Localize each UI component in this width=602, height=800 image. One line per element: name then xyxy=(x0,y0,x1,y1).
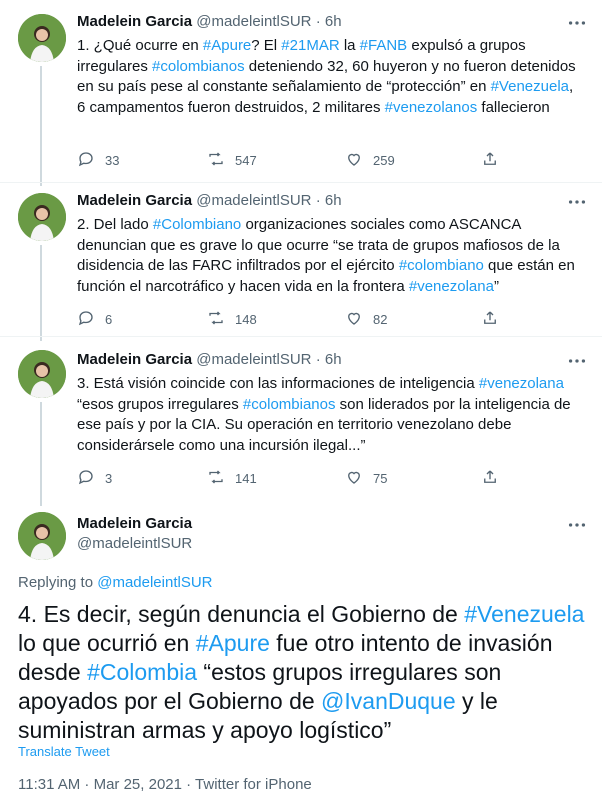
hashtag-link[interactable]: #colombianos xyxy=(152,57,245,75)
main-tweet-text xyxy=(18,600,588,745)
like-button[interactable] xyxy=(345,309,387,330)
tweet-time[interactable]: 6h xyxy=(324,351,342,368)
avatar[interactable] xyxy=(18,512,66,560)
avatar[interactable] xyxy=(18,193,66,241)
like-icon xyxy=(345,309,373,330)
author-handle[interactable]: @madeleintlSUR xyxy=(77,535,193,552)
author-handle[interactable]: @madeleintlSUR xyxy=(196,13,312,30)
hashtag-link[interactable]: #venezolana xyxy=(478,375,564,392)
author-handle[interactable]: @madeleintlSUR xyxy=(196,351,312,368)
text-segment: 2. Del lado xyxy=(77,216,153,233)
share-button[interactable] xyxy=(481,309,509,330)
tweet-time[interactable]: 6h xyxy=(324,192,342,209)
tweet-text xyxy=(77,36,583,118)
replying-to-handle[interactable]: @madeleintlSUR xyxy=(97,574,213,591)
reply-button[interactable] xyxy=(77,150,119,171)
replying-to: Replying to @madeleintlSUR xyxy=(18,574,213,591)
text-segment: 1. ¿Qué ocurre en xyxy=(77,37,203,54)
reply-count: 6 xyxy=(105,312,113,327)
retweet-button[interactable] xyxy=(207,468,257,489)
text-segment: fue otro intento de invasión desde xyxy=(18,630,553,685)
retweet-count: 141 xyxy=(235,471,257,486)
hashtag-link[interactable]: @IvanDuque xyxy=(321,688,456,714)
share-icon xyxy=(481,150,509,171)
reply-button[interactable] xyxy=(77,468,112,489)
more-icon[interactable] xyxy=(566,191,588,213)
retweet-icon xyxy=(207,150,235,171)
author-name[interactable]: Madelein Garcia xyxy=(77,192,193,209)
reply-icon xyxy=(77,309,105,330)
text-segment: “esos grupos irregulares xyxy=(77,395,243,413)
text-segment: y le suministran armas y apoyo logístico” xyxy=(18,688,498,743)
text-segment: la xyxy=(339,37,360,54)
retweet-button[interactable] xyxy=(207,150,257,171)
text-segment: , 6 campamentos fueron destruidos, 2 militares xyxy=(77,78,574,116)
author-name[interactable]: Madelein Garcia xyxy=(77,13,193,30)
text-segment: “estos grupos irregulares son apoyados por el Gobierno de xyxy=(18,659,502,714)
retweet-icon xyxy=(207,468,235,489)
more-icon[interactable] xyxy=(566,514,588,536)
thread-tweet-2[interactable]: Madelein Garcia @madeleintlSUR · 6h 2. Del lado #Colombiano organizaciones sociales como ASCANCA denuncian que es grave lo que ocurre “se trata de grupos mafiosos de la disidencia de las FARC infiltrados por el ejército #colombiano que están en función el narcotráfico y hacen vida en la frontera #venezolana” 6 148 82 xyxy=(0,181,602,336)
share-icon xyxy=(481,309,509,330)
reply-count: 3 xyxy=(105,471,113,486)
tweet-text xyxy=(77,215,583,297)
reply-button[interactable] xyxy=(77,309,112,330)
avatar[interactable] xyxy=(18,14,66,62)
hashtag-link[interactable]: #FANB xyxy=(359,37,408,54)
text-segment: fallecieron xyxy=(477,98,550,116)
text-segment: deteniendo 32, 60 huyeron y no fueron detenidos en su país pese al constante señalamiento de “protección” en xyxy=(77,57,576,95)
like-count: 75 xyxy=(373,471,388,486)
share-button[interactable] xyxy=(481,150,509,171)
author-name[interactable]: Madelein Garcia xyxy=(77,515,193,532)
avatar[interactable] xyxy=(18,350,66,398)
like-icon xyxy=(345,468,373,489)
share-icon xyxy=(481,468,509,489)
hashtag-link[interactable]: #Apure xyxy=(202,37,252,54)
retweet-button[interactable] xyxy=(207,309,257,330)
hashtag-link[interactable]: #21MAR xyxy=(281,37,340,54)
retweet-count: 547 xyxy=(235,153,257,168)
text-segment: lo que ocurrió en xyxy=(18,630,196,656)
retweet-icon xyxy=(207,309,235,330)
like-count: 82 xyxy=(373,312,388,327)
more-icon[interactable] xyxy=(566,350,588,372)
author-handle[interactable]: @madeleintlSUR xyxy=(196,192,312,209)
hashtag-link[interactable]: #Venezuela xyxy=(464,601,585,627)
tweet-time[interactable]: 6h xyxy=(324,13,342,30)
text-segment: organizaciones sociales como ASCANCA denuncian que es grave lo que ocurre “se trata de grupos mafiosos de la disidencia de las FARC infiltrados por el ejército xyxy=(77,216,560,274)
author-name[interactable]: Madelein Garcia xyxy=(77,351,193,368)
translate-tweet-link[interactable]: Translate Tweet xyxy=(18,744,110,759)
text-segment: ? El xyxy=(251,37,282,54)
reply-icon xyxy=(77,468,105,489)
hashtag-link[interactable]: #Venezuela xyxy=(490,78,569,95)
reply-icon xyxy=(77,150,105,171)
reply-count: 33 xyxy=(105,153,120,168)
like-count: 259 xyxy=(373,153,395,168)
text-segment: que están en función el narcotráfico y hacen vida en la frontera xyxy=(77,257,575,295)
hashtag-link[interactable]: #colombianos xyxy=(242,395,336,413)
hashtag-link[interactable]: #venezolanos xyxy=(384,98,478,116)
text-segment: ” xyxy=(493,277,499,295)
tweet-timestamp[interactable]: 11:31 AM · Mar 25, 2021 · Twitter for iPhone xyxy=(18,776,312,793)
retweet-count: 148 xyxy=(235,312,257,327)
like-button[interactable] xyxy=(345,468,387,489)
share-button[interactable] xyxy=(481,468,509,489)
like-icon xyxy=(345,150,373,171)
text-segment: 4. Es decir, según denuncia el Gobierno de xyxy=(18,601,465,627)
text-segment: son liderados por la inteligencia de ese país y por la CIA. Su operación en territorio venezolano debe considerársele como una incursión ilegal...” xyxy=(77,395,571,454)
hashtag-link[interactable]: #Colombia xyxy=(87,659,198,685)
hashtag-link[interactable]: #colombiano xyxy=(398,257,484,274)
hashtag-link[interactable]: #venezolana xyxy=(408,277,494,295)
thread-tweet-1[interactable]: Madelein Garcia @madeleintlSUR · 6h 1. ¿Qué ocurre en #Apure? El #21MAR la #FANB expulsó a grupos irregulares #colombianos deteniendo 32, 60 huyeron y no fueron detenidos en su país pese al constante señalamiento de “protección” en #Venezuela, 6 campamentos fueron destruidos, 2 militares #venezolanos fallecieron 33 547 259 xyxy=(0,0,602,182)
hashtag-link[interactable]: #Colombiano xyxy=(152,216,242,233)
text-segment: expulsó a grupos irregulares xyxy=(77,37,526,75)
thread-tweet-3[interactable]: Madelein Garcia @madeleintlSUR · 6h 3. Está visión coincide con las informaciones de inteligencia #venezolana “esos grupos irregulares #colombianos son liderados por la inteligencia de ese país y por la CIA. Su operación en territorio venezolano debe considerársele como una incursión ilegal...” 3 141 75 xyxy=(0,336,602,501)
tweet-text xyxy=(77,374,583,456)
text-segment: 3. Está visión coincide con las informaciones de inteligencia xyxy=(77,375,479,392)
more-icon[interactable] xyxy=(566,12,588,34)
like-button[interactable] xyxy=(345,150,395,171)
hashtag-link[interactable]: #Apure xyxy=(195,630,270,656)
